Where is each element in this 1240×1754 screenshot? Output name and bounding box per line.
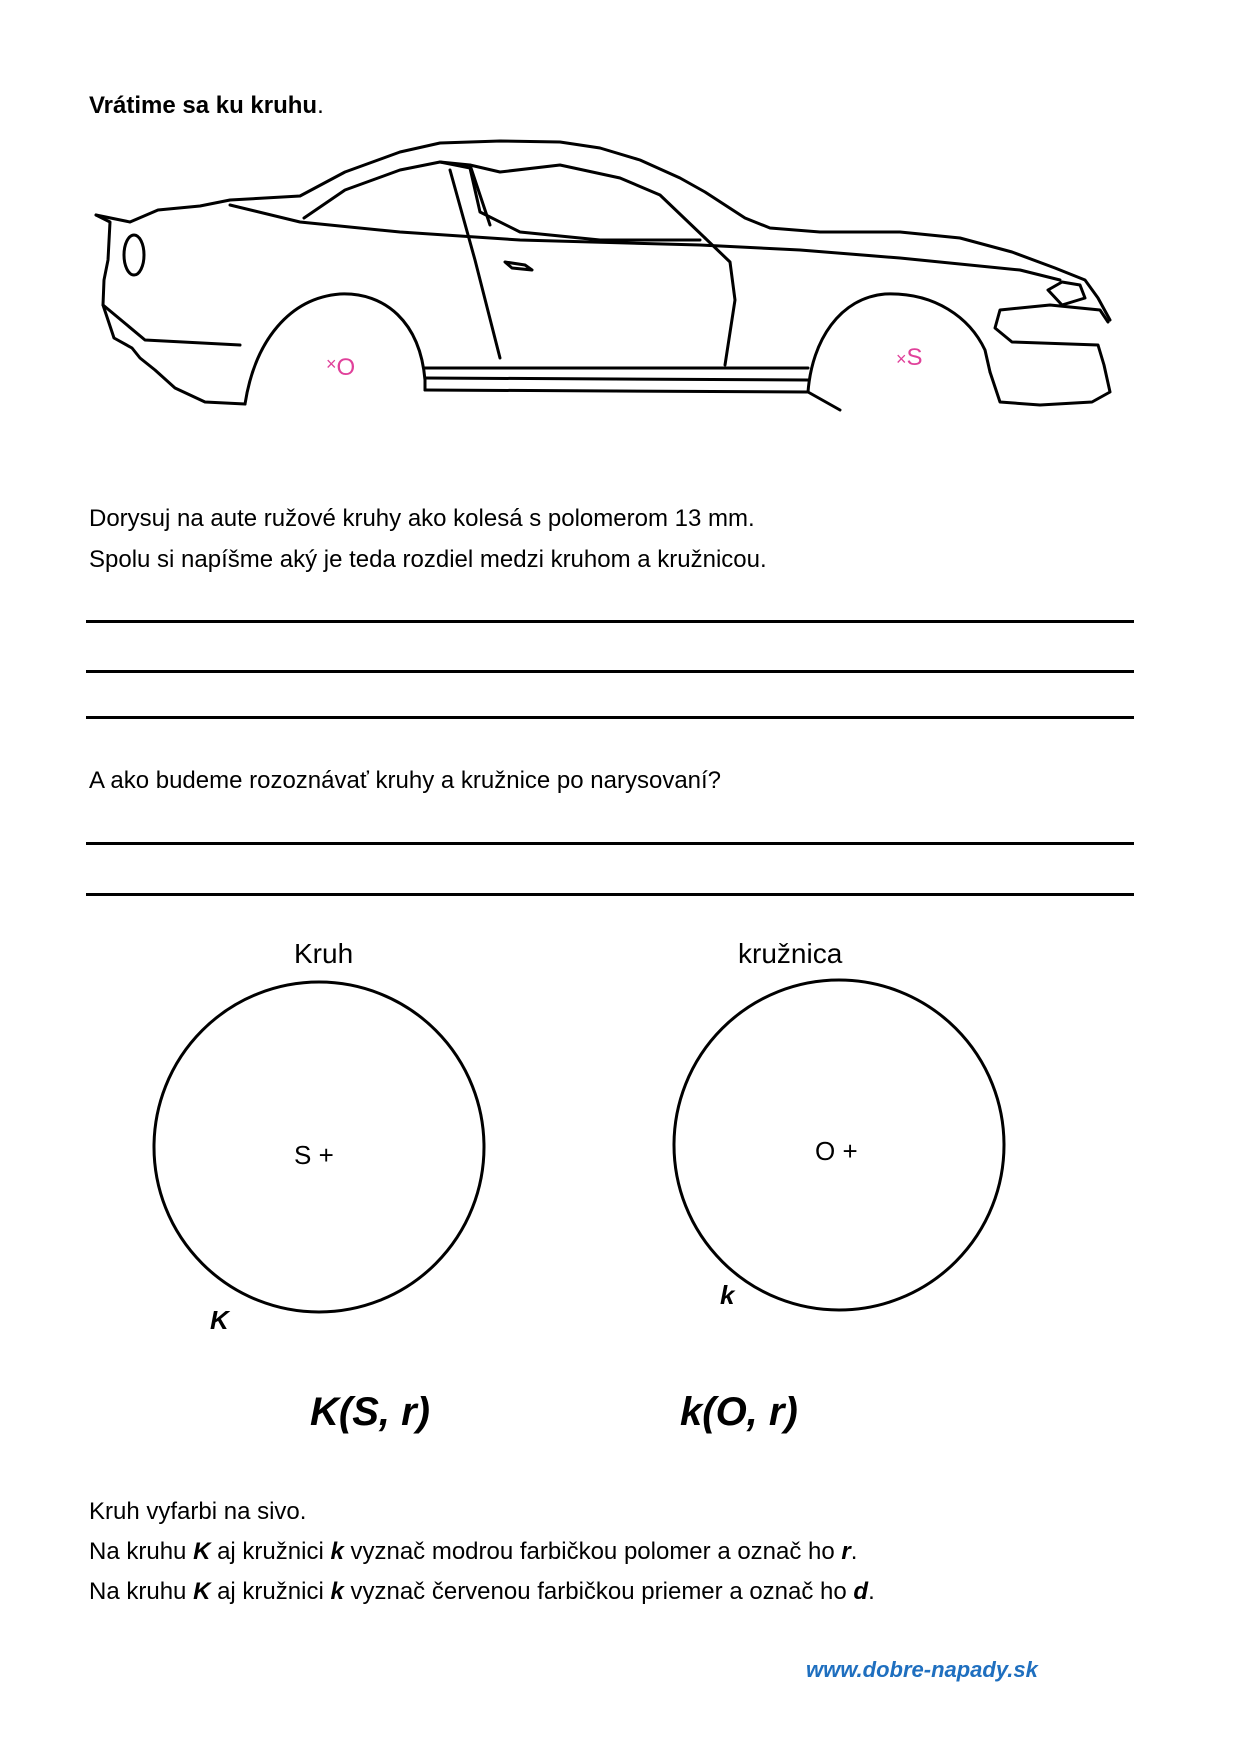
kruznica-formula: k(O, r) <box>680 1390 798 1434</box>
answer-line <box>86 620 1134 623</box>
instruction-line1: Kruh vyfarbi na sivo. <box>89 1498 307 1525</box>
answer-line <box>86 670 1134 673</box>
kruznica-caption: kružnica <box>738 938 843 969</box>
answer-line <box>86 842 1134 845</box>
instruction-line2: Na kruhu K aj kružnici k vyznač modrou farbičkou polomer a označ ho r. <box>89 1538 858 1565</box>
instruction-line3: Na kruhu K aj kružnici k vyznač červenou farbičkou priemer a označ ho d. <box>89 1578 875 1605</box>
kruznica-name-label: k <box>720 1280 735 1310</box>
answer-line <box>86 893 1134 896</box>
kruh-formula: K(S, r) <box>310 1390 430 1434</box>
car-outline-drawing <box>96 141 1110 410</box>
kruh-center-label: S + <box>294 1140 334 1170</box>
front-wheel-center-mark: ×S <box>896 344 923 371</box>
footer-website-link[interactable]: www.dobre-napady.sk <box>806 1657 1038 1682</box>
worksheet-title: Vrátime sa ku kruhu. <box>89 92 324 119</box>
kruh-caption: Kruh <box>294 938 354 969</box>
kruh-name-label: K <box>210 1305 229 1335</box>
task1-line1: Dorysuj na aute ružové kruhy ako kolesá s polomerom 13 mm. <box>89 505 755 532</box>
rear-wheel-center-mark: ×O <box>326 354 356 381</box>
task2-question: A ako budeme rozoznávať kruhy a kružnice po narysovaní? <box>89 767 722 794</box>
kruznica-center-label: O + <box>815 1136 858 1166</box>
answer-line <box>86 716 1134 719</box>
task1-line2: Spolu si napíšme aký je teda rozdiel medzi kruhom a kružnicou. <box>89 546 767 573</box>
